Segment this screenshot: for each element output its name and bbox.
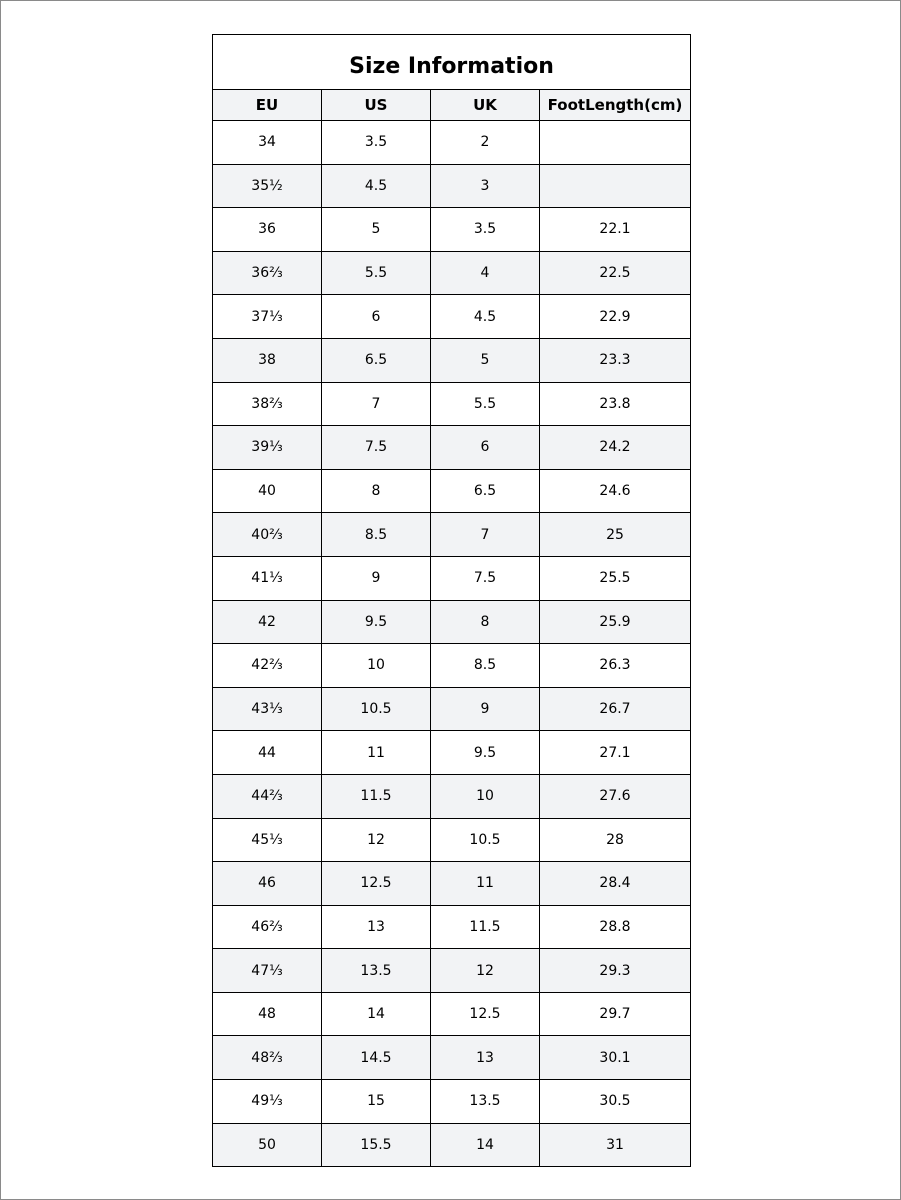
cell-uk: 6 <box>431 426 540 470</box>
cell-eu: 49⅓ <box>213 1080 322 1124</box>
cell-us: 9 <box>322 556 431 600</box>
cell-us: 9.5 <box>322 600 431 644</box>
cell-foot-length: 28.4 <box>540 862 691 906</box>
cell-eu: 43⅓ <box>213 687 322 731</box>
table-row <box>213 556 691 600</box>
cell-foot-length: 23.8 <box>540 382 691 426</box>
cell-us: 11 <box>322 731 431 775</box>
cell-foot-length: 22.9 <box>540 295 691 339</box>
cell-uk: 10.5 <box>431 818 540 862</box>
cell-foot-length: 31 <box>540 1123 691 1167</box>
cell-eu: 42⅔ <box>213 644 322 688</box>
cell-uk: 11 <box>431 862 540 906</box>
cell-eu: 48⅔ <box>213 1036 322 1080</box>
cell-foot-length: 24.6 <box>540 469 691 513</box>
cell-us: 3.5 <box>322 121 431 165</box>
table-row <box>213 687 691 731</box>
table-row <box>213 644 691 688</box>
cell-foot-length: 29.7 <box>540 992 691 1036</box>
cell-us: 15 <box>322 1080 431 1124</box>
cell-eu: 44⅔ <box>213 774 322 818</box>
cell-foot-length <box>540 121 691 165</box>
table-row <box>213 949 691 993</box>
cell-eu: 40 <box>213 469 322 513</box>
cell-us: 14 <box>322 992 431 1036</box>
cell-foot-length: 22.5 <box>540 251 691 295</box>
cell-uk: 5 <box>431 338 540 382</box>
cell-uk: 8.5 <box>431 644 540 688</box>
cell-eu: 45⅓ <box>213 818 322 862</box>
cell-foot-length: 24.2 <box>540 426 691 470</box>
cell-foot-length: 22.1 <box>540 208 691 252</box>
cell-eu: 38 <box>213 338 322 382</box>
size-chart-table <box>212 34 691 1167</box>
cell-us: 14.5 <box>322 1036 431 1080</box>
cell-us: 10.5 <box>322 687 431 731</box>
cell-uk: 13.5 <box>431 1080 540 1124</box>
cell-eu: 36 <box>213 208 322 252</box>
cell-uk: 7.5 <box>431 556 540 600</box>
table-row <box>213 1036 691 1080</box>
cell-uk: 2 <box>431 121 540 165</box>
cell-eu: 47⅓ <box>213 949 322 993</box>
column-header-eu: EU <box>213 90 322 121</box>
cell-eu: 37⅓ <box>213 295 322 339</box>
cell-foot-length: 30.5 <box>540 1080 691 1124</box>
cell-foot-length: 26.7 <box>540 687 691 731</box>
cell-uk: 12.5 <box>431 992 540 1036</box>
cell-uk: 9 <box>431 687 540 731</box>
cell-uk: 3.5 <box>431 208 540 252</box>
table-row <box>213 426 691 470</box>
cell-uk: 12 <box>431 949 540 993</box>
cell-foot-length: 29.3 <box>540 949 691 993</box>
cell-eu: 38⅔ <box>213 382 322 426</box>
cell-uk: 13 <box>431 1036 540 1080</box>
cell-us: 8.5 <box>322 513 431 557</box>
cell-eu: 41⅓ <box>213 556 322 600</box>
cell-us: 7.5 <box>322 426 431 470</box>
cell-uk: 5.5 <box>431 382 540 426</box>
cell-uk: 11.5 <box>431 905 540 949</box>
cell-us: 15.5 <box>322 1123 431 1167</box>
cell-foot-length: 23.3 <box>540 338 691 382</box>
cell-foot-length: 27.6 <box>540 774 691 818</box>
cell-eu: 39⅓ <box>213 426 322 470</box>
cell-us: 10 <box>322 644 431 688</box>
cell-us: 13.5 <box>322 949 431 993</box>
column-header-foot-length: FootLength(cm) <box>540 90 691 121</box>
table-row <box>213 251 691 295</box>
cell-us: 12 <box>322 818 431 862</box>
cell-uk: 4.5 <box>431 295 540 339</box>
cell-eu: 40⅔ <box>213 513 322 557</box>
cell-us: 13 <box>322 905 431 949</box>
table-row <box>213 338 691 382</box>
cell-foot-length: 27.1 <box>540 731 691 775</box>
table-row <box>213 469 691 513</box>
cell-us: 8 <box>322 469 431 513</box>
cell-eu: 48 <box>213 992 322 1036</box>
cell-us: 7 <box>322 382 431 426</box>
cell-us: 11.5 <box>322 774 431 818</box>
table-row <box>213 164 691 208</box>
header-row <box>213 90 691 121</box>
cell-us: 5.5 <box>322 251 431 295</box>
title-row <box>213 35 691 90</box>
cell-us: 5 <box>322 208 431 252</box>
table-row <box>213 295 691 339</box>
table-row <box>213 905 691 949</box>
column-header-us: US <box>322 90 431 121</box>
cell-us: 12.5 <box>322 862 431 906</box>
table-row <box>213 208 691 252</box>
cell-uk: 4 <box>431 251 540 295</box>
cell-eu: 34 <box>213 121 322 165</box>
table-row <box>213 513 691 557</box>
cell-us: 4.5 <box>322 164 431 208</box>
size-rows <box>213 121 691 1167</box>
table-row <box>213 731 691 775</box>
cell-us: 6.5 <box>322 338 431 382</box>
cell-foot-length: 26.3 <box>540 644 691 688</box>
cell-foot-length: 28 <box>540 818 691 862</box>
cell-eu: 44 <box>213 731 322 775</box>
cell-foot-length: 25 <box>540 513 691 557</box>
cell-eu: 46 <box>213 862 322 906</box>
cell-eu: 50 <box>213 1123 322 1167</box>
table-row <box>213 382 691 426</box>
table-row <box>213 121 691 165</box>
cell-eu: 35½ <box>213 164 322 208</box>
cell-uk: 14 <box>431 1123 540 1167</box>
table-row <box>213 600 691 644</box>
table-row <box>213 1080 691 1124</box>
table-row <box>213 992 691 1036</box>
table-row <box>213 774 691 818</box>
cell-eu: 36⅔ <box>213 251 322 295</box>
table-title: Size Information <box>213 35 691 90</box>
cell-uk: 8 <box>431 600 540 644</box>
table-row <box>213 862 691 906</box>
cell-uk: 6.5 <box>431 469 540 513</box>
column-header-uk: UK <box>431 90 540 121</box>
cell-foot-length: 28.8 <box>540 905 691 949</box>
cell-foot-length <box>540 164 691 208</box>
cell-eu: 46⅔ <box>213 905 322 949</box>
cell-uk: 10 <box>431 774 540 818</box>
cell-foot-length: 25.9 <box>540 600 691 644</box>
cell-uk: 9.5 <box>431 731 540 775</box>
cell-us: 6 <box>322 295 431 339</box>
cell-eu: 42 <box>213 600 322 644</box>
cell-foot-length: 30.1 <box>540 1036 691 1080</box>
table-row <box>213 1123 691 1167</box>
cell-uk: 7 <box>431 513 540 557</box>
table-row <box>213 818 691 862</box>
cell-uk: 3 <box>431 164 540 208</box>
cell-foot-length: 25.5 <box>540 556 691 600</box>
